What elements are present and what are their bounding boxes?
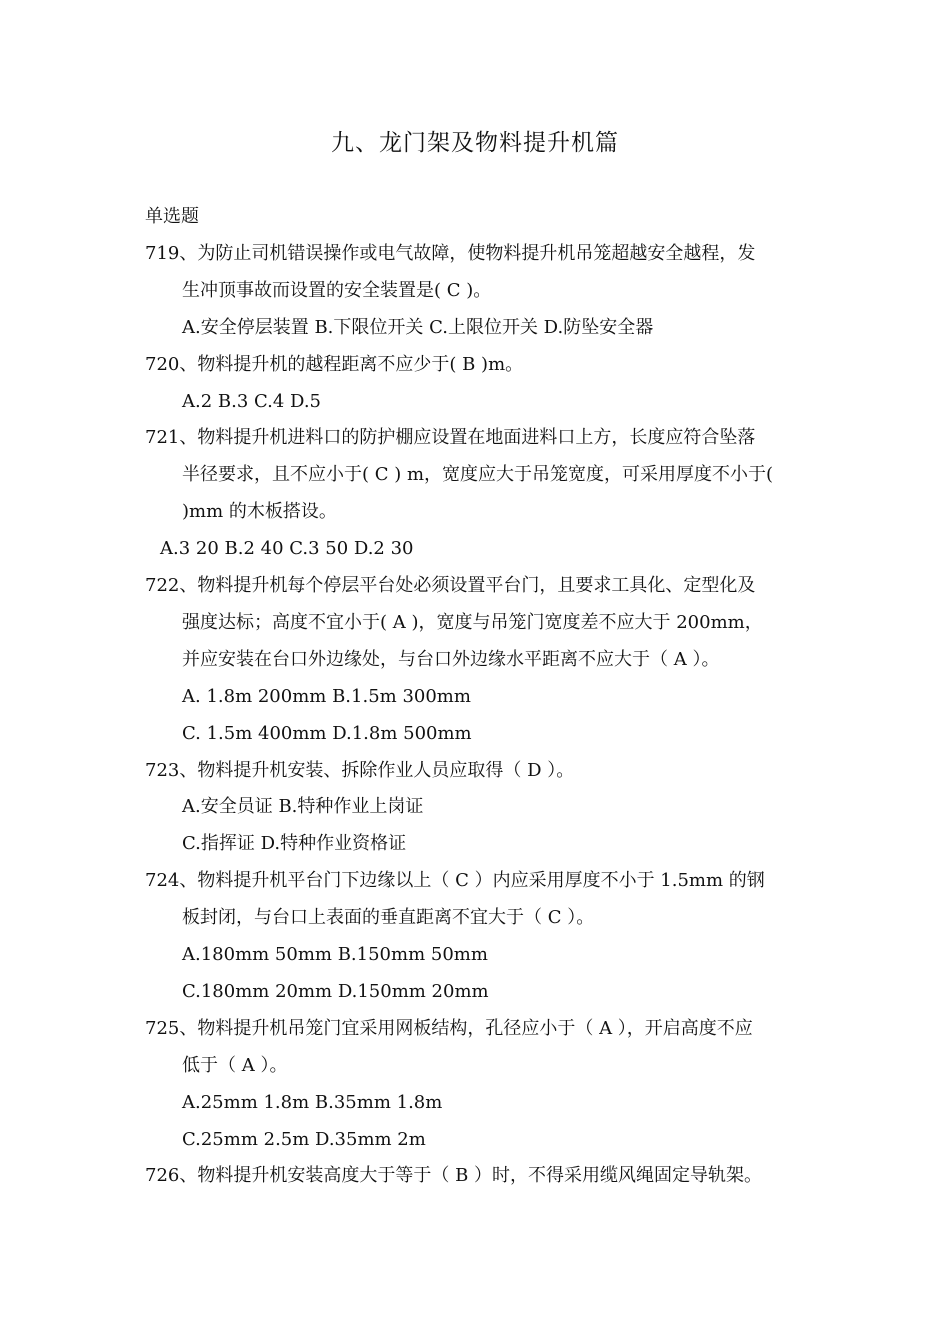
question-line: 724、物料提升机平台门下边缘以上（ C ）内应采用厚度不小于 1.5mm 的钢 <box>145 870 765 891</box>
answer-options: A.安全员证 B.特种作业上岗证 <box>182 796 424 817</box>
question-line: 722、物料提升机每个停层平台处必须设置平台门，且要求工具化、定型化及 <box>145 575 756 596</box>
section-label: 单选题 <box>145 206 199 227</box>
page-title: 九、龙门架及物料提升机篇 <box>331 130 619 156</box>
question-line: 726、物料提升机安装高度大于等于（ B ）时，不得采用缆风绳固定导轨架。 <box>145 1165 763 1186</box>
question-continuation: 半径要求，且不应小于( C ) m，宽度应大于吊笼宽度，可采用厚度不小于( <box>182 464 774 485</box>
question-line: 721、物料提升机进料口的防护棚应设置在地面进料口上方，长度应符合坠落 <box>145 427 756 448</box>
answer-options: C. 1.5m 400mm D.1.8m 500mm <box>182 723 472 744</box>
question-continuation: 强度达标；高度不宜小于( A )，宽度与吊笼门宽度差不应大于 200mm， <box>182 612 763 633</box>
question-continuation: 板封闭，与台口上表面的垂直距离不宜大于（ C ）。 <box>182 907 595 928</box>
question-continuation: 生冲顶事故而设置的安全装置是( C )。 <box>182 280 492 301</box>
question-continuation: )mm 的木板搭设。 <box>182 501 337 522</box>
answer-options: A. 1.8m 200mm B.1.5m 300mm <box>182 686 471 707</box>
answer-options: C.指挥证 D.特种作业资格证 <box>182 833 407 854</box>
question-line: 719、为防止司机错误操作或电气故障，使物料提升机吊笼超越安全越程，发 <box>145 243 756 264</box>
question-continuation: 低于（ A ）。 <box>182 1055 288 1076</box>
answer-options: A.25mm 1.8m B.35mm 1.8m <box>182 1092 443 1113</box>
answer-options: C.25mm 2.5m D.35mm 2m <box>182 1129 426 1150</box>
question-line: 725、物料提升机吊笼门宜采用网板结构，孔径应小于（ A ），开启高度不应 <box>145 1018 753 1039</box>
answer-options: C.180mm 20mm D.150mm 20mm <box>182 981 489 1002</box>
answer-options: A.180mm 50mm B.150mm 50mm <box>182 944 488 965</box>
question-line: 723、物料提升机安装、拆除作业人员应取得（ D ）。 <box>145 760 575 781</box>
answer-options: A.2 B.3 C.4 D.5 <box>182 391 322 412</box>
question-continuation: 并应安装在台口外边缘处，与台口外边缘水平距离不应大于（ A ）。 <box>182 649 720 670</box>
answer-options: A.安全停层装置 B.下限位开关 C.上限位开关 D.防坠安全器 <box>182 317 654 338</box>
answer-options: A.3 20 B.2 40 C.3 50 D.2 30 <box>160 538 414 559</box>
question-line: 720、物料提升机的越程距离不应少于( B )m。 <box>145 354 524 375</box>
